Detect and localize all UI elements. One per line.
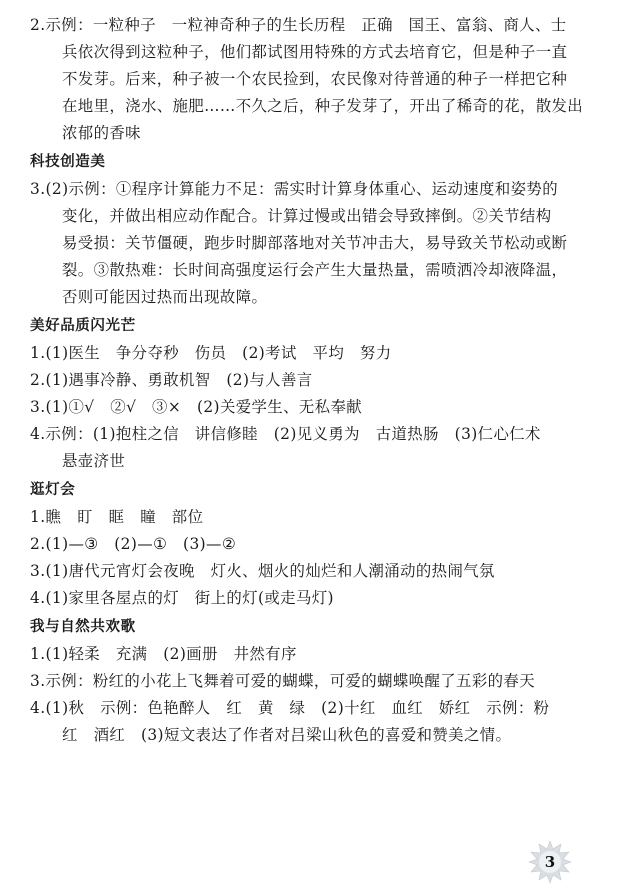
answer-item [30, 585, 589, 612]
answer-line: 4.(1)家里各屋点的灯 街上的灯(或走马灯) [30, 589, 334, 607]
answer-line: 1.(1)轻柔 充满 (2)画册 井然有序 [30, 645, 297, 663]
section-heading: 科技创造美 [30, 154, 106, 170]
answer-line: 4.示例：(1)抱柱之信 讲信修睦 (2)见义勇为 古道热肠 (3)仁心仁术 [30, 425, 541, 443]
answer-line-continued: 易受损：关节僵硬，跑步时脚部落地对关节冲击大，易导致关节松动或断 [62, 234, 568, 252]
answer-line-continued: 在地里，浇水、施肥……不久之后，种子发芽了，开出了稀奇的花，散发出 [62, 97, 584, 115]
answer-item [30, 668, 589, 695]
answer-item [30, 421, 589, 475]
answer-line-continued: 浓郁的香味 [62, 124, 141, 142]
answer-item [30, 12, 589, 147]
answer-line: 2.(1)—③ (2)—① (3)—② [30, 535, 237, 553]
answer-line-continued: 不发芽。后来，种子被一个农民捡到，农民像对待普通的种子一样把它种 [62, 70, 568, 88]
answer-line-continued: 兵依次得到这粒种子，他们都试图用特殊的方式去培育它，但是种子一直 [62, 43, 568, 61]
section-heading: 美好品质闪光芒 [30, 318, 136, 334]
answer-line-continued: 否则可能因过热而出现故障。 [62, 288, 268, 306]
answer-item [30, 558, 589, 585]
section-heading: 逛灯会 [30, 482, 76, 498]
answer-line: 1.瞧 盯 眶 瞳 部位 [30, 508, 204, 526]
answer-line: 3.示例：粉红的小花上飞舞着可爱的蝴蝶，可爱的蝴蝶唤醒了五彩的春天 [30, 672, 535, 690]
answer-line-continued: 红 酒红 (3)短文表达了作者对吕梁山秋色的喜爱和赞美之情。 [62, 726, 512, 744]
answer-line: 2.(1)遇事冷静、勇敢机智 (2)与人善言 [30, 371, 313, 389]
answer-line-continued: 变化，并做出相应动作配合。计算过慢或出错会导致摔倒。②关节结构 [62, 207, 552, 225]
answer-line: 4.(1)秋 示例：色艳醉人 红 黄 绿 (2)十红 血红 娇红 示例：粉 [30, 699, 550, 717]
answer-item [30, 641, 589, 668]
answer-content [30, 12, 589, 749]
answer-line: 1.(1)医生 争分夺秒 伤员 (2)考试 平均 努力 [30, 344, 392, 362]
answer-line: 3.(1)唐代元宵灯会夜晚 灯火、烟火的灿烂和人潮涌动的热闹气氛 [30, 562, 495, 580]
page-number: 3 [544, 853, 556, 871]
answer-item [30, 340, 589, 367]
answer-line-continued: 悬壶济世 [62, 452, 126, 470]
answer-item [30, 176, 589, 311]
answer-item [30, 394, 589, 421]
answer-item [30, 367, 589, 394]
answer-line-continued: 裂。③散热难：长时间高强度运行会产生大量热量，需喷洒冷却液降温， [62, 261, 568, 279]
answer-item [30, 531, 589, 558]
answer-item [30, 504, 589, 531]
answer-line: 3.(2)示例：①程序计算能力不足：需实时计算身体重心、运动速度和姿势的 [30, 180, 558, 198]
answer-line: 2.示例：一粒种子 一粒神奇种子的生长历程 正确 国王、富翁、商人、士 [30, 16, 567, 34]
answer-line: 3.(1)①√ ②√ ③× (2)关爱学生、无私奉献 [30, 398, 363, 416]
section-heading: 我与自然共欢歌 [30, 619, 136, 635]
answer-item [30, 695, 589, 749]
page-number-badge [528, 840, 572, 884]
